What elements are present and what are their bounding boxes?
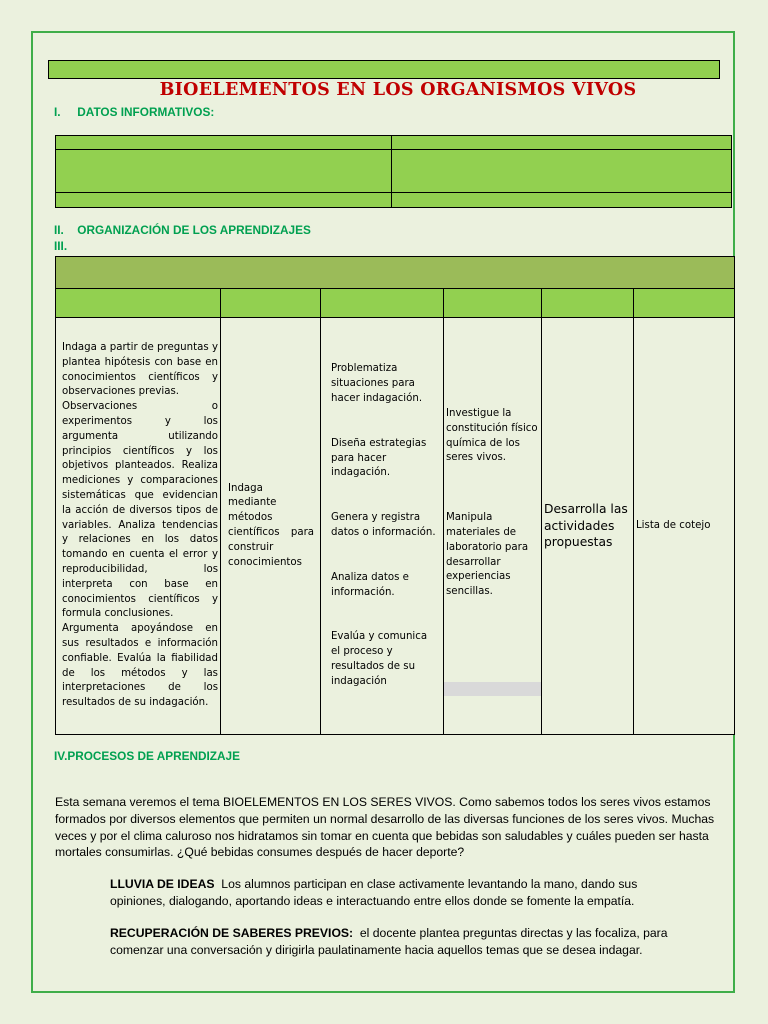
lluvia-text: Los alumnos participan en clase activamente levantando la mano, dando sus opiniones, dialogando, aportando ideas e interactuando entre ellos donde se fomente la empatía. <box>110 877 638 908</box>
criteria-line: Indaga a partir de preguntas y plantea hipótesis con base en conocimientos científicos y observaciones previas. <box>62 342 218 398</box>
column-header <box>221 289 321 318</box>
section-label: ORGANIZACIÓN DE LOS APRENDIZAJES <box>77 223 311 237</box>
criteria-line: Observaciones o experimentos y los argumenta utilizando principios científicos y los objetivos planteados. Realiza mediciones y comparaciones sistemáticas que evidencian la acción de diversos tipos de variables. Analiza tendencias y relaciones en los datos tomando en cuenta el error y reproducibilidad, los interpreta con base en conocimientos científicos y formula conclusiones. <box>62 401 218 620</box>
info-cell <box>392 136 732 150</box>
column-header <box>542 289 634 318</box>
organization-table <box>55 256 735 735</box>
lluvia-paragraph <box>110 876 695 910</box>
evaluation-cell: Lista de cotejo <box>634 318 735 735</box>
section-heading-datos <box>54 105 214 119</box>
column-header <box>444 289 542 318</box>
section-number: I. <box>54 105 61 119</box>
capacity-item: Analiza datos e información. <box>331 571 409 598</box>
section-heading-iii <box>54 239 67 253</box>
section-heading-organizacion <box>54 223 311 237</box>
section-label: PROCESOS DE APRENDIZAJE <box>67 749 240 763</box>
info-table <box>55 135 732 208</box>
table-header-band <box>56 257 735 289</box>
info-cell <box>56 193 392 208</box>
activities-cell: Desarrolla las actividades propuestas <box>542 318 634 735</box>
capacity-item: Diseña estrategias para hacer indagación. <box>331 437 427 479</box>
section-number: II. <box>54 223 64 237</box>
performance-item: Manipula materiales de laboratorio para desarrollar experiencias sencillas. <box>446 512 529 598</box>
title-bar <box>48 60 720 79</box>
column-header <box>634 289 735 318</box>
performance-item: Investigue la constitución físico química de los seres vivos. <box>446 408 538 464</box>
page-title: BIOELEMENTOS EN LOS ORGANISMOS VIVOS <box>159 80 637 100</box>
section-heading-procesos <box>54 749 240 763</box>
section-label: DATOS INFORMATIVOS: <box>77 105 215 119</box>
performances-cell <box>444 318 542 735</box>
section-number: IV. <box>54 749 68 763</box>
column-header <box>56 289 221 318</box>
lluvia-heading: LLUVIA DE IDEAS <box>110 877 215 891</box>
capacity-item: Genera y registra datos o información. <box>331 512 436 538</box>
capacity-item: Problematiza situaciones para hacer indagación. <box>331 363 423 405</box>
section-number: III. <box>54 239 68 253</box>
info-cell <box>56 150 392 193</box>
capacities-cell <box>321 318 444 735</box>
intro-paragraph: Esta semana veremos el tema BIOELEMENTOS EN LOS SERES VIVOS. Como sabemos todos los seres vivos estamos formados por diversos elementos que permiten un normal desarrollo de las diversas funciones de los seres vivos. Muchas veces y por el clima caluroso nos hidratamos sin tomar en cuenta que bebidas son saludables y cuáles pueden ser hasta mortales consumirlas. ¿Qué bebidas consumes después de hacer deporte? <box>55 795 715 860</box>
recuperacion-paragraph <box>110 925 695 959</box>
recuperacion-text: el docente plantea preguntas directas y las focaliza, para comenzar una conversación y dirigirla paulatinamente hacia aquellos temas que se desea indagar. <box>110 926 668 957</box>
info-cell <box>392 193 732 208</box>
info-cell <box>56 136 392 150</box>
column-header <box>321 289 444 318</box>
shaded-strip <box>444 682 541 696</box>
capacity-item: Evalúa y comunica el proceso y resultados de su indagación <box>331 631 428 687</box>
criteria-line: Argumenta apoyándose en sus resultados e información confiable. Evalúa la fiabilidad de los métodos y las interpretaciones de los resultados de su indagación. <box>62 623 218 709</box>
criteria-cell <box>56 318 221 735</box>
info-cell <box>392 150 732 193</box>
competence-cell: Indaga mediante métodos científicos para construir conocimientos <box>221 318 321 735</box>
recuperacion-heading: RECUPERACIÓN DE SABERES PREVIOS: <box>110 926 354 940</box>
